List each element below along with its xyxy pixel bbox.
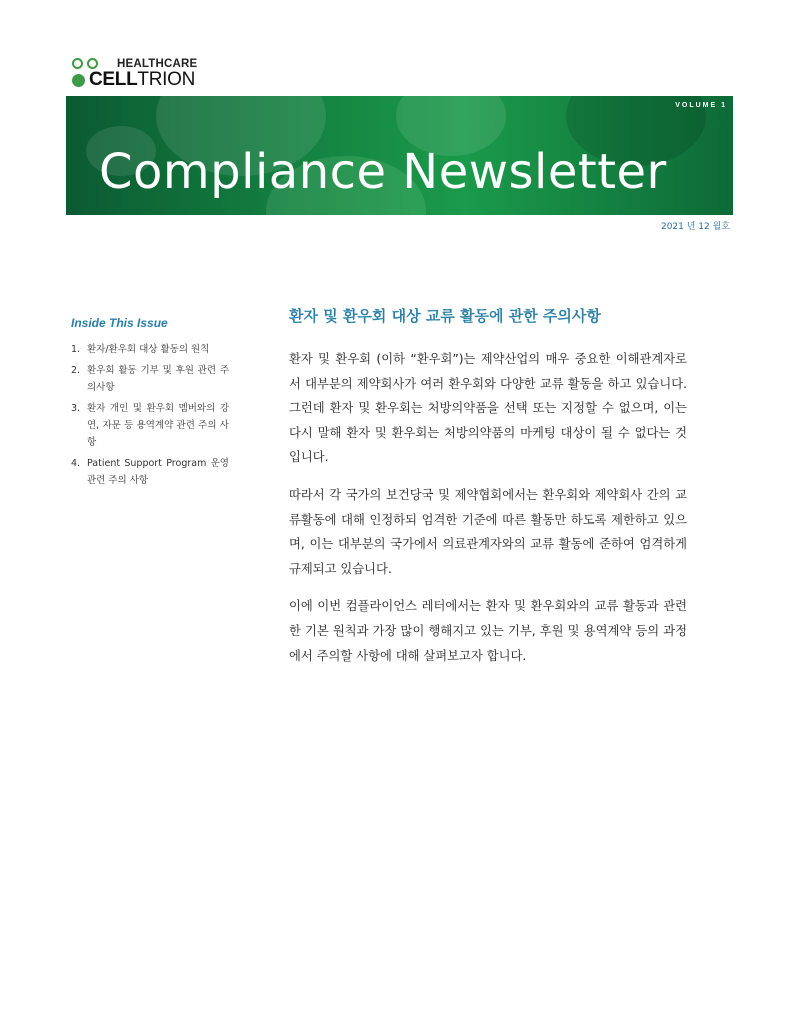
issue-date: 2021 년 12 월호 xyxy=(660,222,730,232)
table-of-contents xyxy=(71,341,229,489)
celltrion-healthcare-logo xyxy=(72,55,212,91)
article-paragraph: 이에 이번 컴플라이언스 레터에서는 환자 및 환우회와의 교류 활동과 관련한 기본 원칙과 가장 많이 행해지고 있는 기부, 후원 및 용역계약 등의 과정에서 주의할 사항에 대해 살펴보고자 합니다. xyxy=(289,599,687,663)
toc-item xyxy=(71,341,229,358)
newsletter-banner xyxy=(66,96,733,215)
toc-item xyxy=(71,455,229,489)
article-title: 환자 및 환우회 대상 교류 활동에 관한 주의사항 xyxy=(289,307,601,325)
newsletter-title: Compliance Newsletter xyxy=(99,144,667,200)
logo-brand-bold: CELL xyxy=(89,69,138,90)
article-paragraph: 환자 및 환우회 (이하 “환우회”)는 제약산업의 매우 중요한 이해관계자로서 대부분의 제약회사가 여러 환우회와 다양한 교류 활동을 하고 있습니다. 그런데 환자 및 환우회는 처방의약품을 선택 또는 지정할 수 없으며, 이는 다시 말해 환자 및 환우회는 처방의약품의 마케팅 대상이 될 수 없다는 것입니다. xyxy=(289,352,687,465)
article-body xyxy=(289,347,687,681)
logo-tagline: HEALTHCARE xyxy=(117,58,198,70)
toc-item xyxy=(71,400,229,451)
toc-item-number: 1. xyxy=(71,344,81,355)
logo-circle-icon xyxy=(87,58,98,69)
logo-brand xyxy=(89,69,195,91)
toc-item-number: 4. xyxy=(71,458,81,469)
toc-item-text: Patient Support Program 운영 관련 주의 사항 xyxy=(87,458,229,486)
article-paragraph: 따라서 각 국가의 보건당국 및 제약협회에서는 환우회와 제약회사 간의 교류활동에 대해 인정하되 엄격한 기준에 따른 활동만 하도록 제한하고 있으며, 이는 대부분의 국가에서 의료관계자와의 교류 활동에 준하여 엄격하게 규제되고 있습니다. xyxy=(289,487,687,576)
toc-item xyxy=(71,362,229,396)
toc-item-text: 환우회 활동 기부 및 후원 관련 주의사항 xyxy=(87,365,229,393)
toc-item-text: 환자 개인 및 환우회 멤버와의 강연, 자문 등 용역계약 관련 주의 사항 xyxy=(87,403,229,448)
logo-circle-icon xyxy=(72,58,83,69)
volume-label: VOLUME 1 xyxy=(675,102,727,109)
toc-item-number: 2. xyxy=(71,365,81,376)
sidebar-heading: Inside This Issue xyxy=(71,316,168,330)
logo-brand-light: TRION xyxy=(137,69,196,90)
toc-item-number: 3. xyxy=(71,403,81,414)
logo-dot-icon xyxy=(72,74,85,87)
toc-item-text: 환자/환우회 대상 활동의 원칙 xyxy=(87,344,210,355)
